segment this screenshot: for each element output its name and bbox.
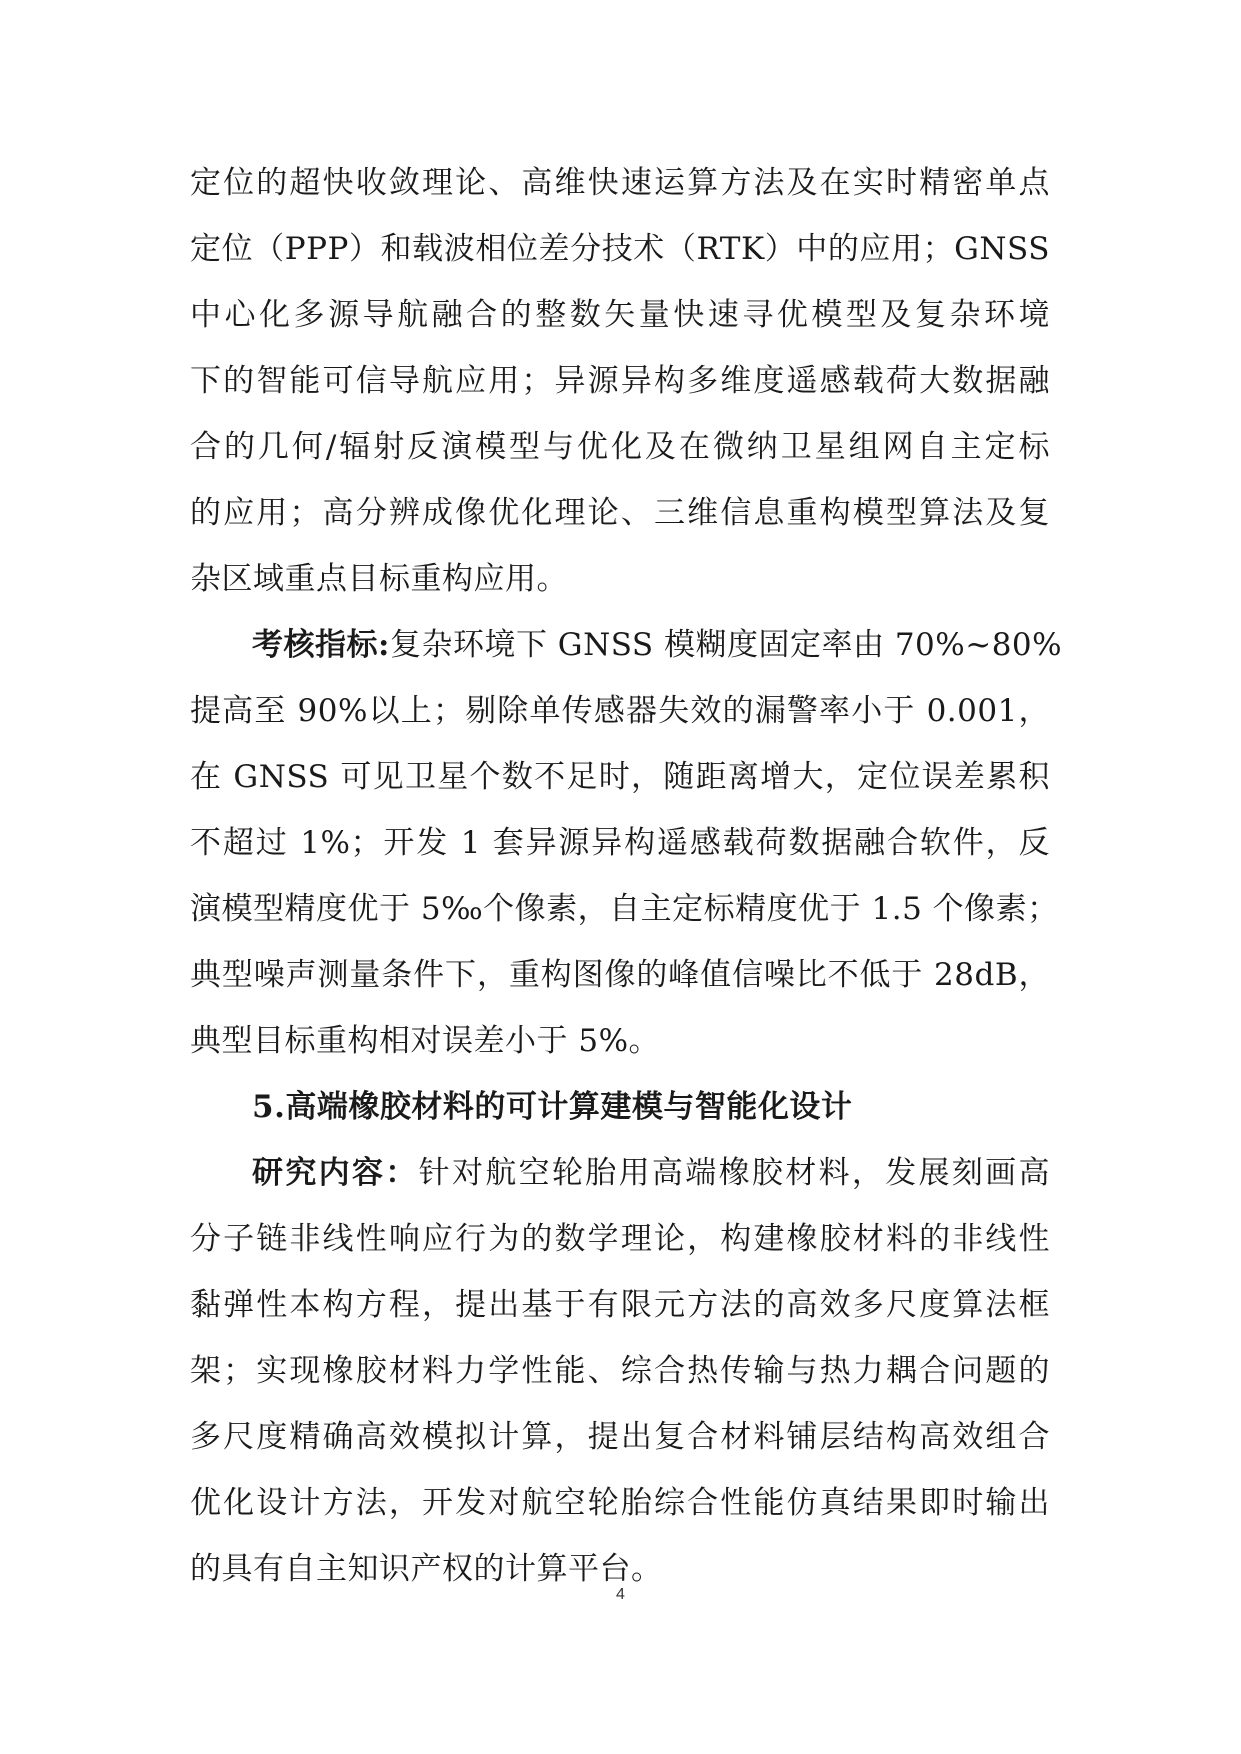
paragraph-line: 不超过 1%；开发 1 套异源异构遥感载荷数据融合软件，反	[190, 825, 1050, 861]
paragraph-line: 典型噪声测量条件下，重构图像的峰值信噪比不低于 28dB，	[190, 957, 1050, 993]
section-heading: 5.高端橡胶材料的可计算建模与智能化设计	[252, 1089, 853, 1125]
research-content-first-line-text: 针对航空轮胎用高端橡胶材料，发展刻画高	[418, 1155, 1051, 1191]
assessment-label: 考核指标:	[252, 627, 390, 663]
assessment-first-line	[190, 612, 1063, 678]
research-content-first-line	[190, 1140, 1050, 1206]
paragraph-line: 下的智能可信导航应用；异源异构多维度遥感载荷大数据融	[190, 363, 1050, 399]
paragraph-line: 杂区域重点目标重构应用。	[190, 561, 568, 597]
paragraph-line: 多尺度精确高效模拟计算，提出复合材料铺层结构高效组合	[190, 1419, 1050, 1455]
paragraph-line: 定位（PPP）和载波相位差分技术（RTK）中的应用；GNSS	[190, 231, 1050, 267]
document-body	[190, 150, 1063, 1602]
paragraph-line: 优化设计方法，开发对航空轮胎综合性能仿真结果即时输出	[190, 1485, 1050, 1521]
paragraph-line: 合的几何/辐射反演模型与优化及在微纳卫星组网自主定标	[190, 429, 1050, 465]
paragraph-line: 演模型精度优于 5‰个像素，自主定标精度优于 1.5 个像素；	[190, 891, 1059, 927]
page-number: 4	[616, 1586, 625, 1603]
paragraph-line: 中心化多源导航融合的整数矢量快速寻优模型及复杂环境	[190, 297, 1050, 333]
paragraph-line: 架；实现橡胶材料力学性能、综合热传输与热力耦合问题的	[190, 1353, 1050, 1389]
paragraph-line: 提高至 90%以上；剔除单传感器失效的漏警率小于 0.001，	[190, 693, 1050, 729]
paragraph-line: 的应用；高分辨成像优化理论、三维信息重构模型算法及复	[190, 495, 1050, 531]
paragraph-line: 黏弹性本构方程，提出基于有限元方法的高效多尺度算法框	[190, 1287, 1050, 1323]
research-content-label: 研究内容：	[252, 1155, 419, 1191]
paragraph-line: 定位的超快收敛理论、高维快速运算方法及在实时精密单点	[190, 165, 1050, 201]
paragraph-line: 典型目标重构相对误差小于 5%。	[190, 1023, 661, 1059]
paragraph-line: 分子链非线性响应行为的数学理论，构建橡胶材料的非线性	[190, 1221, 1050, 1257]
assessment-first-line-text: 复杂环境下 GNSS 模糊度固定率由 70%~80%	[389, 627, 1063, 663]
paragraph-line: 在 GNSS 可见卫星个数不足时，随距离增大，定位误差累积	[190, 759, 1050, 795]
paragraph-line: 的具有自主知识产权的计算平台。	[190, 1551, 663, 1587]
